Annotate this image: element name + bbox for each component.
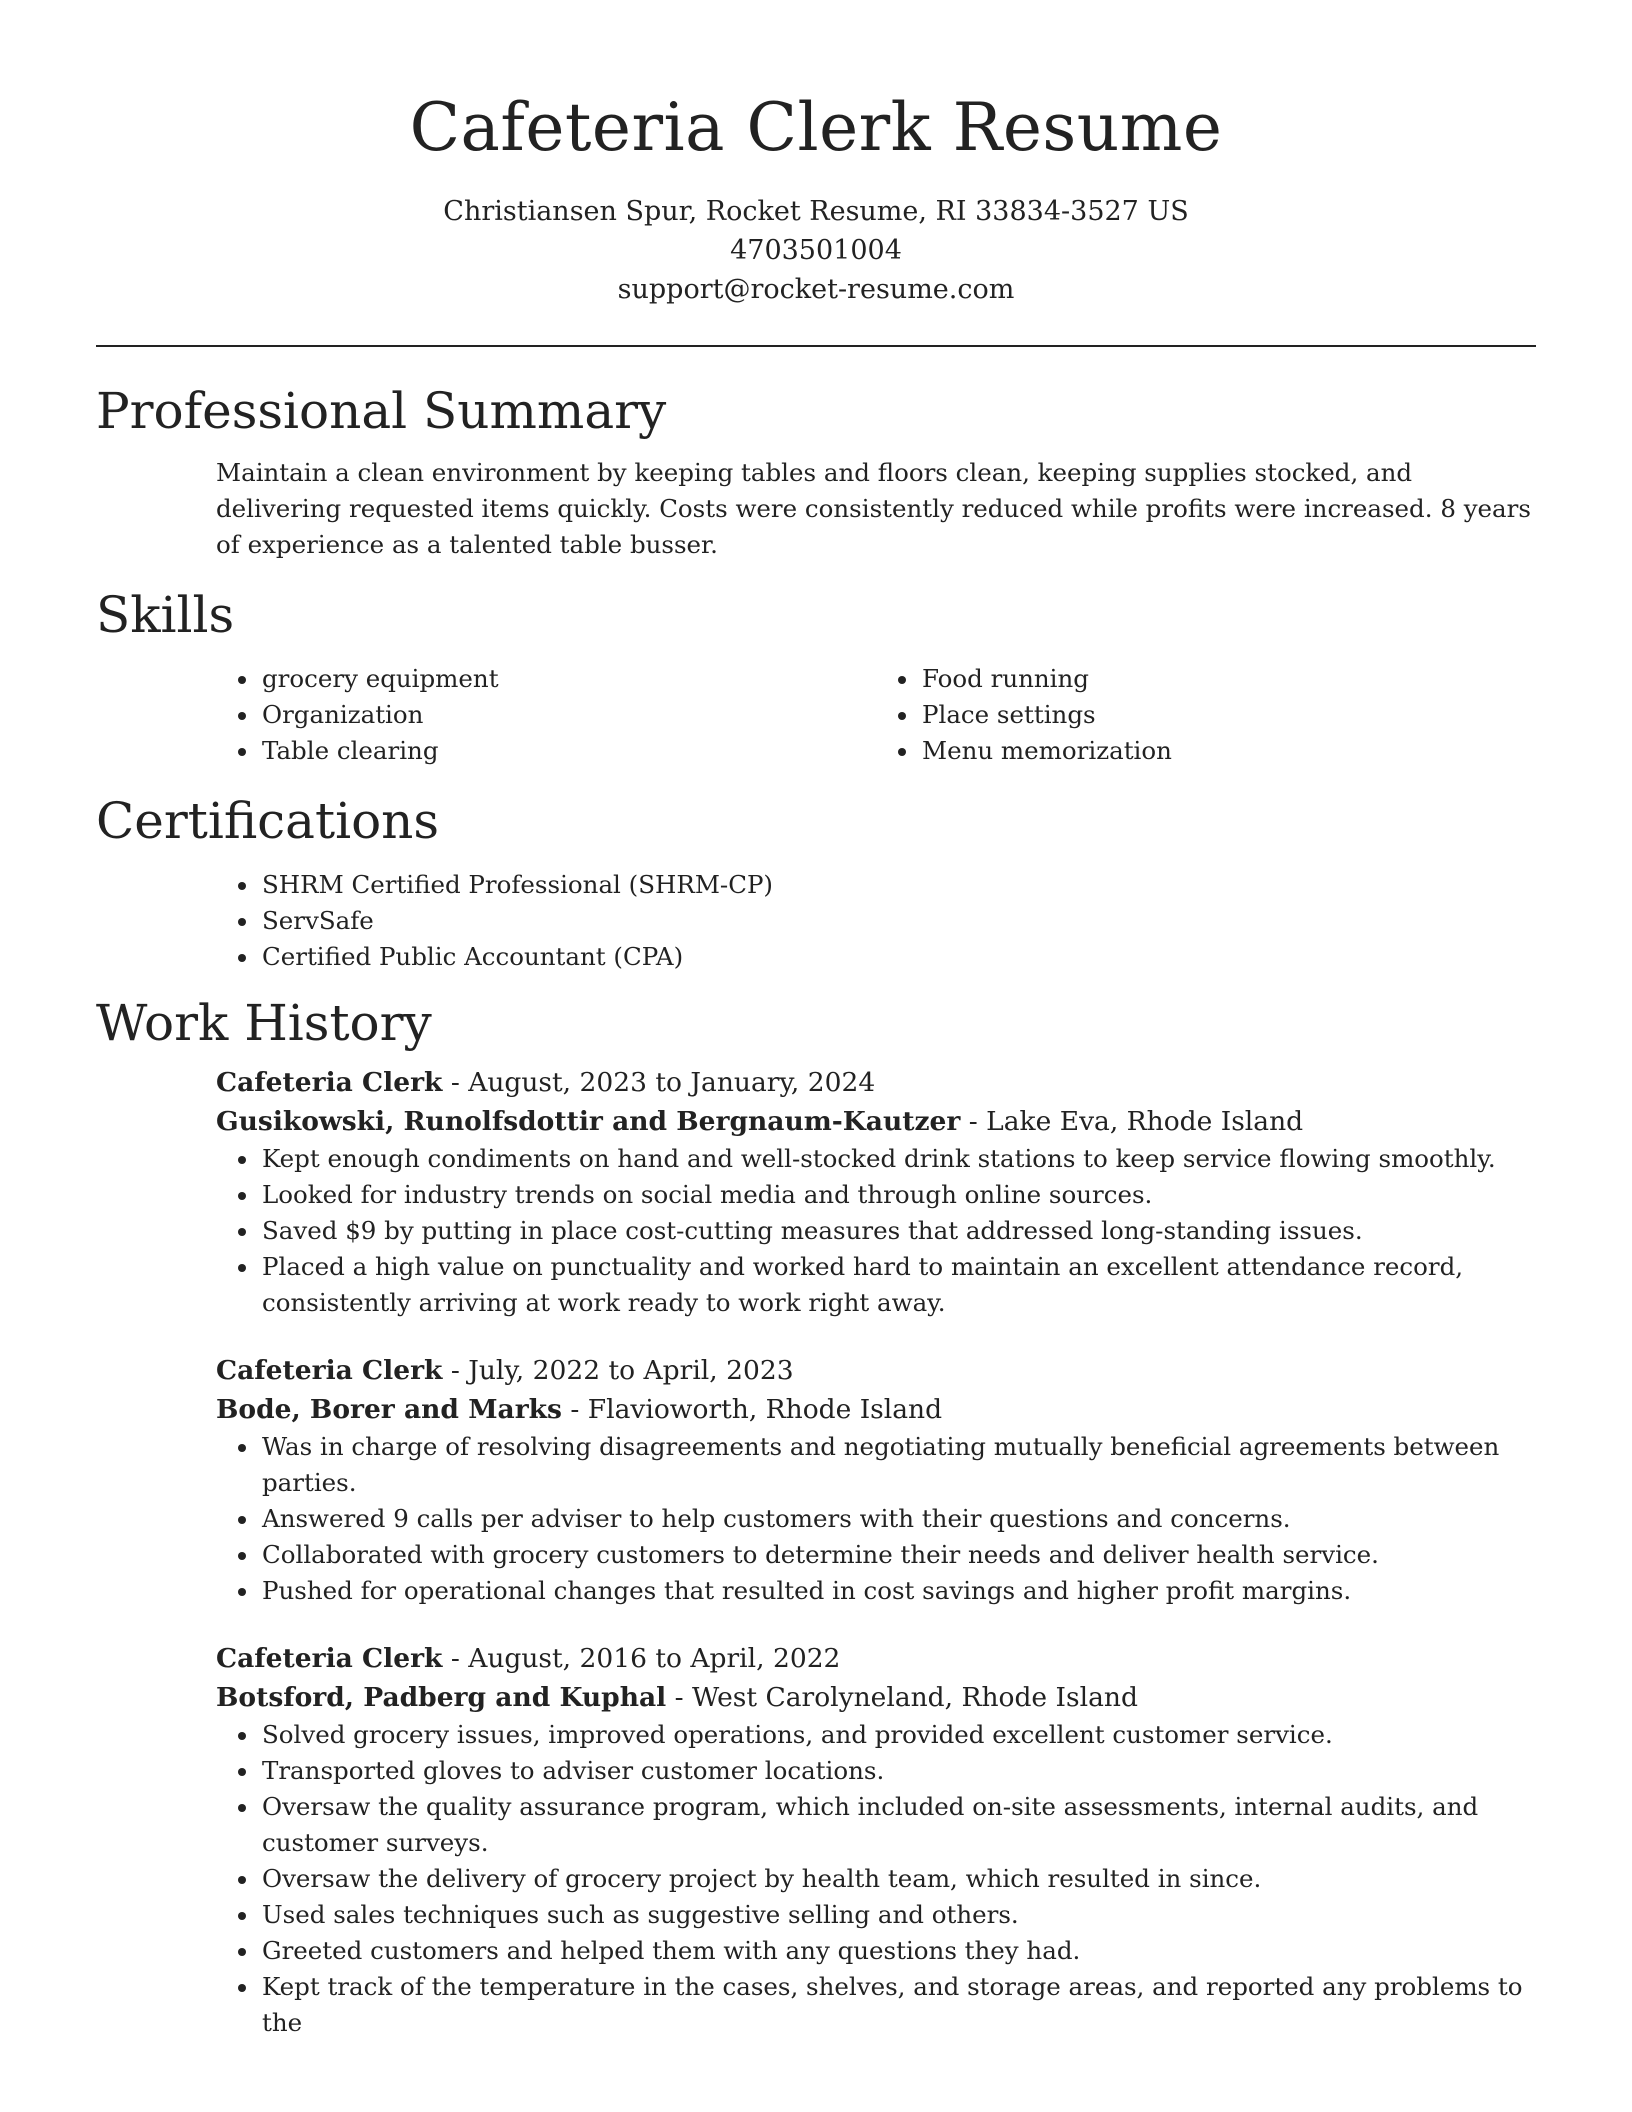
skill-item: • Place settings xyxy=(920,697,1536,733)
job-entry xyxy=(216,1351,1536,1609)
job-bullets xyxy=(216,1717,1536,2041)
contact-block xyxy=(0,192,1632,309)
skill-item: • Menu memorization xyxy=(920,733,1536,769)
job-title-line xyxy=(216,1351,1536,1390)
job-bullet: • Solved grocery issues, improved operations, and provided excellent customer service. xyxy=(260,1717,1536,1753)
phone-number: 4703501004 xyxy=(730,235,902,266)
job-bullet: • Looked for industry trends on social media and through online sources. xyxy=(260,1177,1536,1213)
job-title: Cafeteria Clerk xyxy=(216,1643,443,1674)
job-bullet: • Pushed for operational changes that resulted in cost savings and higher profit margins. xyxy=(260,1573,1536,1609)
certification-item: • SHRM Certified Professional (SHRM-CP) xyxy=(260,867,1536,903)
job-company: Botsford, Padberg and Kuphal xyxy=(216,1682,667,1713)
skill-item: • Organization xyxy=(260,697,876,733)
job-bullet: • Placed a high value on punctuality and worked hard to maintain an excellent attendance record, consistently arriving at work ready to work right away. xyxy=(260,1249,1536,1321)
skill-item: • grocery equipment xyxy=(260,661,876,697)
email-address: support@rocket-resume.com xyxy=(617,274,1015,305)
header-divider xyxy=(96,345,1536,347)
job-location: - West Carolyneland, Rhode Island xyxy=(666,1682,1138,1713)
job-bullet: • Saved $9 by putting in place cost-cutting measures that addressed long-standing issues. xyxy=(260,1213,1536,1249)
address-line: Christiansen Spur, Rocket Resume, RI 33834-3527 US xyxy=(443,196,1189,227)
job-company: Bode, Borer and Marks xyxy=(216,1394,562,1425)
job-bullet: • Used sales techniques such as suggestive selling and others. xyxy=(260,1897,1536,1933)
work-history-section xyxy=(96,993,1536,2041)
certifications-section xyxy=(96,791,1536,975)
resume-title: Cafeteria Clerk Resume xyxy=(409,89,1223,166)
job-company-line xyxy=(216,1678,1536,1717)
skills-section xyxy=(96,585,1536,769)
job-bullet: • Collaborated with grocery customers to determine their needs and deliver health service. xyxy=(260,1537,1536,1573)
resume-header xyxy=(0,0,1632,309)
job-entry xyxy=(216,1639,1536,2041)
skills-list-right xyxy=(876,661,1536,769)
skills-list-left xyxy=(216,661,876,769)
job-bullet: • Kept track of the temperature in the cases, shelves, and storage areas, and reported any problems to the xyxy=(260,1969,1536,2041)
job-title-line xyxy=(216,1639,1536,1678)
skill-item: • Food running xyxy=(920,661,1536,697)
skills-heading: Skills xyxy=(96,586,235,644)
skills-grid xyxy=(216,661,1536,769)
job-bullet: • Oversaw the delivery of grocery project by health team, which resulted in since. xyxy=(260,1861,1536,1897)
job-company: Gusikowski, Runolfsdottir and Bergnaum-Kautzer xyxy=(216,1106,961,1137)
job-bullets xyxy=(216,1429,1536,1609)
certification-item: • Certified Public Accountant (CPA) xyxy=(260,939,1536,975)
job-dates: - July, 2022 to April, 2023 xyxy=(442,1355,794,1386)
summary-section xyxy=(96,381,1536,563)
summary-text: Maintain a clean environment by keeping tables and floors clean, keeping supplies stocked, and delivering requested items quickly. Costs were consistently reduced while profits were increased. 8 years of experience as a talented table busser. xyxy=(216,458,1531,559)
job-title: Cafeteria Clerk xyxy=(216,1067,443,1098)
job-bullet: • Answered 9 calls per adviser to help customers with their questions and concerns. xyxy=(260,1501,1536,1537)
summary-heading: Professional Summary xyxy=(96,382,667,440)
certifications-block xyxy=(216,867,1536,975)
job-bullet: • Transported gloves to adviser customer locations. xyxy=(260,1753,1536,1789)
job-title-line xyxy=(216,1063,1536,1102)
work-history-heading: Work History xyxy=(96,994,432,1052)
certifications-list xyxy=(216,867,1536,975)
job-dates: - August, 2023 to January, 2024 xyxy=(442,1067,876,1098)
job-bullets xyxy=(216,1141,1536,1321)
job-dates: - August, 2016 to April, 2022 xyxy=(442,1643,841,1674)
skill-item: • Table clearing xyxy=(260,733,876,769)
job-company-line xyxy=(216,1390,1536,1429)
job-location: - Flavioworth, Rhode Island xyxy=(561,1394,943,1425)
job-location: - Lake Eva, Rhode Island xyxy=(960,1106,1304,1137)
job-bullet: • Was in charge of resolving disagreements and negotiating mutually beneficial agreements between parties. xyxy=(260,1429,1536,1501)
job-title: Cafeteria Clerk xyxy=(216,1355,443,1386)
job-company-line xyxy=(216,1102,1536,1141)
certification-item: • ServSafe xyxy=(260,903,1536,939)
certifications-heading: Certifications xyxy=(96,792,440,850)
job-bullet: • Greeted customers and helped them with any questions they had. xyxy=(260,1933,1536,1969)
job-bullet: • Kept enough condiments on hand and well-stocked drink stations to keep service flowing smoothly. xyxy=(260,1141,1536,1177)
job-bullet: • Oversaw the quality assurance program, which included on-site assessments, internal audits, and customer surveys. xyxy=(260,1789,1536,1861)
job-entry xyxy=(216,1063,1536,1321)
